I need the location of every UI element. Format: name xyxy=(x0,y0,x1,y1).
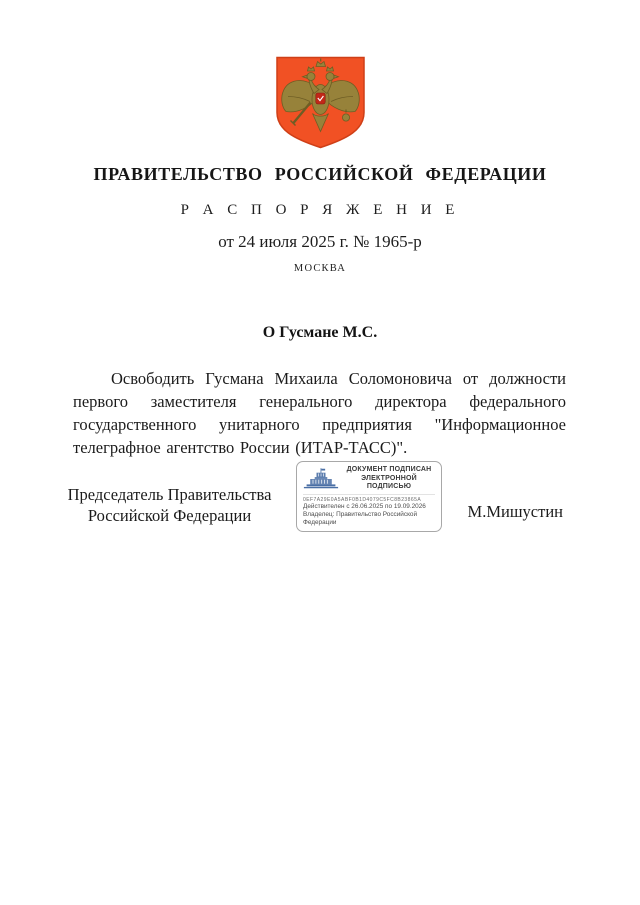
date-number-line: от 24 июля 2025 г. № 1965-р xyxy=(218,232,422,251)
coat-of-arms-icon xyxy=(272,56,369,149)
signer-title-line1: Председатель Правительства xyxy=(67,485,272,504)
doc-type-heading: Р А С П О Р Я Ж Е Н И Е xyxy=(180,202,460,218)
stamp-owner-line2: Федерации xyxy=(303,518,337,526)
stamp-header-line1: ДОКУМЕНТ ПОДПИСАН xyxy=(346,466,432,473)
org-title: ПРАВИТЕЛЬСТВО РОССИЙСКОЙ ФЕДЕРАЦИИ xyxy=(93,164,547,184)
stamp-validity: Действителен с 26.06.2025 по 19.09.2026 xyxy=(303,502,426,510)
stamp-header-text xyxy=(343,466,435,492)
signer-title-line2: Российской Федерации xyxy=(87,506,252,525)
stamp-header xyxy=(303,466,435,495)
stamp-certificate-number: 0EF7A29E0A5ABF0B1D4079C5FC8B23865A xyxy=(303,496,422,503)
signer-name: М.Мишустин xyxy=(467,502,563,521)
signer-title xyxy=(62,484,277,526)
subject-heading: О Гусмане М.С. xyxy=(262,324,378,341)
stamp-header-line2: ЭЛЕКТРОННОЙ ПОДПИСЬЮ xyxy=(361,474,417,490)
coat-of-arms xyxy=(272,56,369,149)
body-paragraph: Освободить Гусмана Михаила Соломоновича от должности первого заместителя генерального директора федерального государственного унитарного предприятия "Информационное телеграфное агентство России (ИТАР-ТАСС)". xyxy=(73,369,566,457)
stamp-owner-line1: Владелец: Правительство Российской xyxy=(303,510,418,518)
government-building-icon xyxy=(303,468,339,490)
city-line: МОСКВА xyxy=(293,263,347,274)
